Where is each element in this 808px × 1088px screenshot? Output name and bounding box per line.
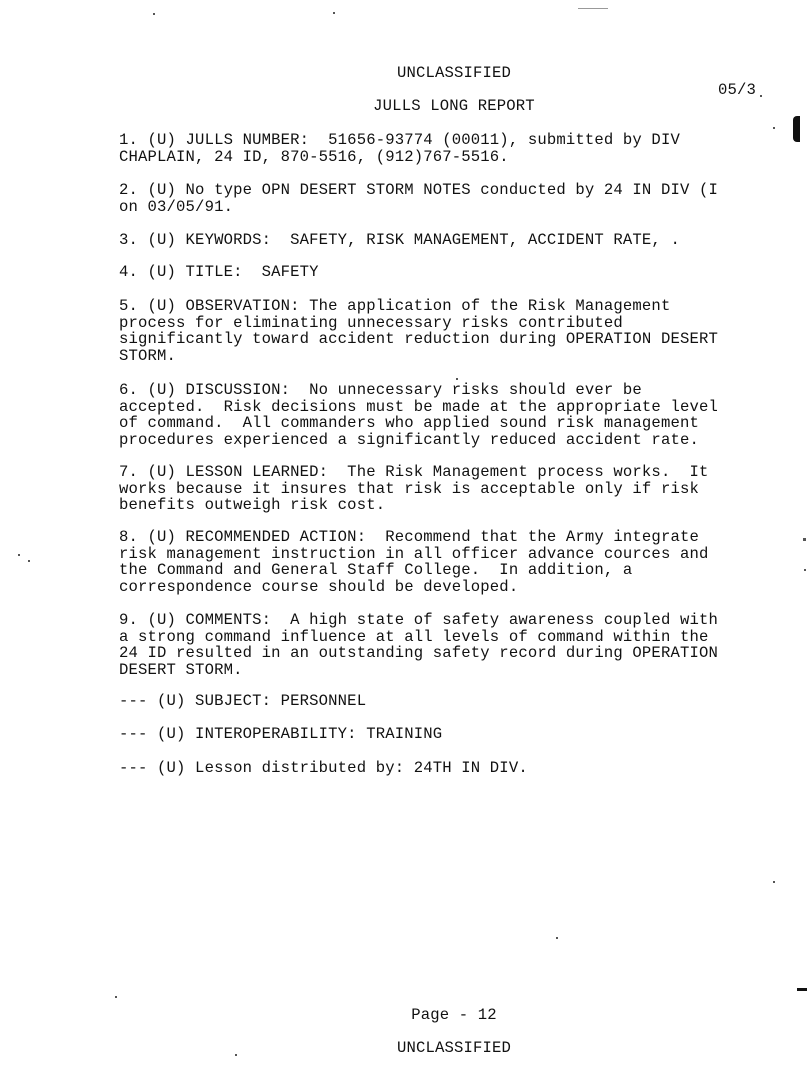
paragraph-comments: 9. (U) COMMENTS: A high state of safety awareness coupled with a strong command influence at all levels of command within the 24 ID resulted in an outstanding safety record during OPERATION DESERT STORM. bbox=[119, 611, 718, 679]
paragraph-julls-number: 1. (U) JULLS NUMBER: 51656-93774 (00011), submitted by DIV CHAPLAIN, 24 ID, 870-5516, (912)767-5516. bbox=[119, 131, 680, 166]
scan-speck bbox=[556, 937, 558, 939]
page-code: 05/3 bbox=[718, 81, 757, 99]
scan-speck bbox=[18, 554, 20, 556]
line-interoperability: --- (U) INTEROPERABILITY: TRAINING bbox=[119, 725, 443, 743]
scan-speck bbox=[773, 127, 775, 129]
scan-speck bbox=[153, 13, 155, 15]
classification-header: UNCLASSIFIED bbox=[396, 64, 512, 82]
scan-edge-mark bbox=[797, 988, 807, 991]
paragraph-discussion: 6. (U) DISCUSSION: No unnecessary risks should ever be accepted. Risk decisions must be made at the appropriate level of command. All commanders who applied sound risk management procedures experienced a significantly reduced accident rate. bbox=[119, 381, 718, 449]
page-number: Page - 12 bbox=[411, 1006, 497, 1024]
paragraph-observation: 5. (U) OBSERVATION: The application of the Risk Management process for eliminating unnecessary risks contributed significantly toward accident reduction during OPERATION DESERT STORM. bbox=[119, 297, 718, 365]
line-distributed-by: --- (U) Lesson distributed by: 24TH IN DIV. bbox=[119, 759, 528, 777]
line-subject: --- (U) SUBJECT: PERSONNEL bbox=[119, 692, 367, 710]
scan-speck bbox=[333, 12, 335, 14]
paragraph-lesson-learned: 7. (U) LESSON LEARNED: The Risk Management process works. It works because it insures that risk is acceptable only if risk benefits outweigh risk cost. bbox=[119, 463, 709, 514]
paragraph-title: 4. (U) TITLE: SAFETY bbox=[119, 263, 319, 281]
report-title: JULLS LONG REPORT bbox=[373, 97, 535, 115]
scan-edge-mark bbox=[793, 116, 800, 142]
scan-speck bbox=[804, 569, 806, 571]
paragraph-keywords: 3. (U) KEYWORDS: SAFETY, RISK MANAGEMENT, ACCIDENT RATE, . bbox=[119, 231, 680, 249]
scan-speck bbox=[760, 95, 762, 97]
paragraph-recommended-action: 8. (U) RECOMMENDED ACTION: Recommend that the Army integrate risk management instruction in all officer advance cources and the Command and General Staff College. In addition, a correspondence course should be developed. bbox=[119, 528, 709, 596]
scan-speck bbox=[115, 996, 117, 998]
scan-speck bbox=[456, 378, 458, 380]
scan-speck bbox=[578, 8, 608, 9]
scan-speck bbox=[28, 560, 30, 562]
paragraph-type: 2. (U) No type OPN DESERT STORM NOTES conducted by 24 IN DIV (I on 03/05/91. bbox=[119, 181, 718, 216]
classification-footer: UNCLASSIFIED bbox=[396, 1039, 512, 1057]
scan-speck bbox=[803, 538, 806, 541]
scan-speck bbox=[773, 881, 775, 883]
scan-speck bbox=[235, 1054, 237, 1056]
